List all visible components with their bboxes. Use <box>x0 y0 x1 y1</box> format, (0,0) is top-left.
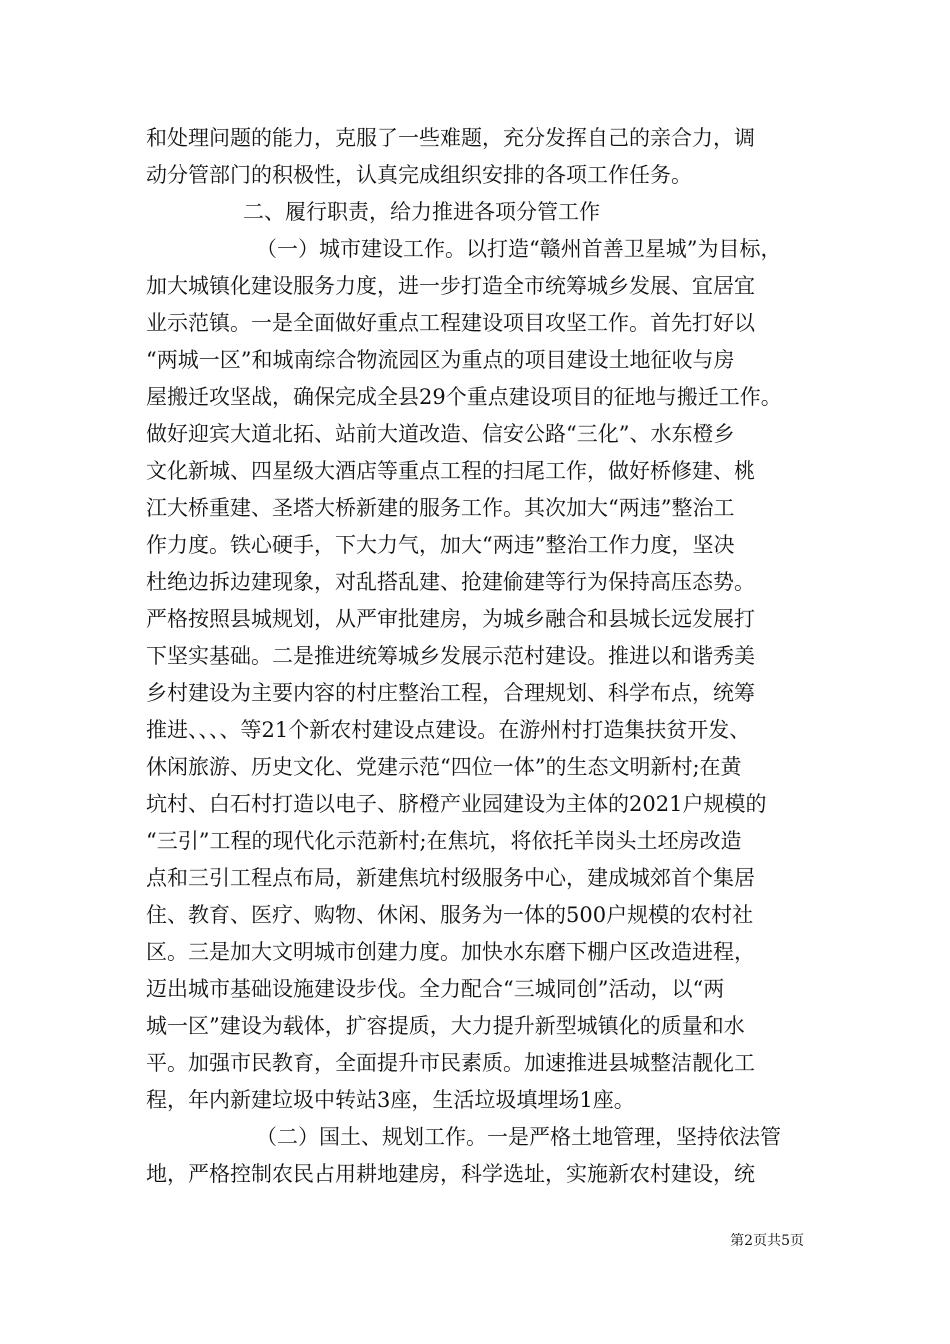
section-heading: 二、履行职责，给力推进各项分管工作 <box>243 200 600 224</box>
text-line: 推进、、、、等21个新农村建设点建设。在游州村打造集扶贫开发、 <box>146 718 751 742</box>
text-line: 下坚实基础。二是推进统筹城乡发展示范村建设。推进以和谐秀美 <box>146 644 755 668</box>
subsection-heading-line: （一）城市建设工作。以打造“赣州首善卫星城”为目标， <box>256 237 782 261</box>
text-line: 迈出城市基础设施建设步伐。全力配合“三城同创”活动，以“两 <box>146 977 725 1001</box>
text-line: 屋搬迁攻坚战，确保完成全县29个重点建设项目的征地与搬迁工作。 <box>146 385 782 409</box>
text-line: 业示范镇。一是全面做好重点工程建设项目攻坚工作。首先打好以 <box>146 311 755 335</box>
text-line: 程，年内新建垃圾中转站3座，生活垃圾填埋场1座。 <box>146 1088 635 1112</box>
text-line: 和处理问题的能力，克服了一些难题，充分发挥自己的亲合力，调 <box>146 126 755 150</box>
text-line: 坑村、白石村打造以电子、脐橙产业园建设为主体的2021户规模的 <box>146 792 767 816</box>
page-number-footer: 第2页共5页 <box>730 1233 804 1249</box>
text-line: 点和三引工程点布局，新建焦坑村级服务中心，建成城郊首个集居 <box>146 866 755 890</box>
text-line: 严格按照县城规划，从严审批建房，为城乡融合和县城长远发展打 <box>146 607 755 631</box>
text-line: “两城一区”和城南综合物流园区为重点的项目建设土地征收与房 <box>146 348 735 372</box>
text-line: 动分管部门的积极性，认真完成组织安排的各项工作任务。 <box>146 163 692 187</box>
text-line: 区。三是加大文明城市创建力度。加快水东磨下棚户区改造进程， <box>146 940 755 964</box>
text-line: 住、教育、医疗、购物、休闲、服务为一体的500户规模的农村社 <box>146 903 754 927</box>
text-line: 城一区”建设为载体，扩容提质，大力提升新型城镇化的质量和水 <box>146 1014 745 1038</box>
text-line: 江大桥重建、圣塔大桥新建的服务工作。其次加大“两违”整治工 <box>146 496 735 520</box>
text-line: 加大城镇化建设服务力度，进一步打造全市统筹城乡发展、宜居宜 <box>146 274 755 298</box>
text-line: 乡村建设为主要内容的村庄整治工程，合理规划、科学布点，统筹 <box>146 681 755 705</box>
text-line: 杜绝边拆边建现象，对乱搭乱建、抢建偷建等行为保持高压态势。 <box>146 570 755 594</box>
text-line: 作力度。铁心硬手，下大力气，加大“两违”整治工作力度，坚决 <box>146 533 735 557</box>
body-text <box>146 120 826 1193</box>
text-line: 休闲旅游、历史文化、党建示范“四位一体”的生态文明新村;在黄 <box>146 755 742 779</box>
text-line: 做好迎宾大道北拓、站前大道改造、信安公路“三化”、水东橙乡 <box>146 422 735 446</box>
text-line: 地，严格控制农民占用耕地建房，科学选址，实施新农村建设，统 <box>146 1162 755 1186</box>
subsection-heading-line: （二）国土、规划工作。一是严格土地管理，坚持依法管 <box>256 1125 781 1149</box>
text-line: “三引”工程的现代化示范新村;在焦坑，将依托羊岗头土坯房改造 <box>146 829 742 853</box>
text-line: 平。加强市民教育，全面提升市民素质。加速推进县城整洁靓化工 <box>146 1051 755 1075</box>
text-line: 文化新城、四星级大酒店等重点工程的扫尾工作，做好桥修建、桃 <box>146 459 755 483</box>
